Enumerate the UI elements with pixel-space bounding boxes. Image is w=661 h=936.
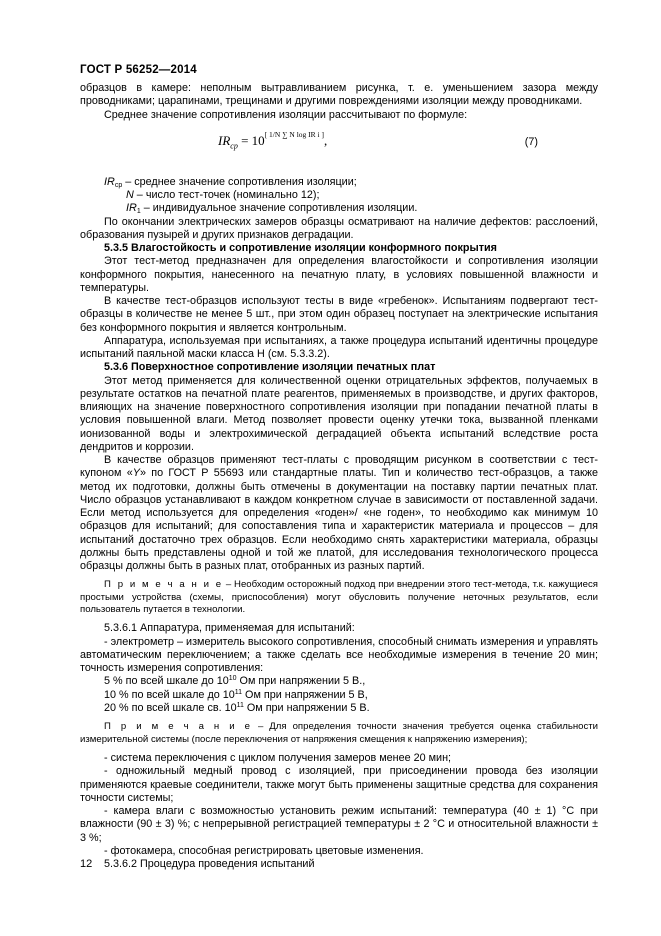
paragraph: образцов в камере: неполным вытравливанием рисунка, т. е. уменьшением зазора между проводниками; царапинами, трещинами и другими повреждениями изоляции между проводниками. <box>80 82 598 108</box>
accuracy-line: 5 % по всей шкале до $10^{10}$ Ом при напряжении 5 В., <box>104 675 366 688</box>
document-body <box>80 82 598 871</box>
legend-line: $IR_1$ – индивидуальное значение сопротивления изоляции. <box>126 202 418 216</box>
legend-line: $IR_{ср}$ – среднее значение сопротивления изоляции; <box>104 175 357 189</box>
list-item: - одножильный медный провод с изоляцией, при присоединении провода без изоляции применяются краевые соединители, также могут быть применены защитные средства для сохранения точности системы; <box>80 765 598 804</box>
note: П р и м е ч а н и е – Для определения точности значения требуется оценка стабильности измерительной системы (после переключения от напряжения смещения к напряжению измерения); <box>80 721 598 745</box>
paragraph: По окончании электрических замеров образцы осматривают на наличие дефектов: расслоений, образования пузырей и других признаков деградации. <box>80 215 598 241</box>
accuracy-line: 10 % по всей шкале до $10^{11}$ Ом при напряжении 5 В, <box>104 688 368 701</box>
paragraph: Среднее значение сопротивления изоляции рассчитывают по формуле: <box>104 108 468 121</box>
section-heading-5-3-5: 5.3.5 Влагостойкость и сопротивление изоляции конформного покрытия <box>104 242 497 254</box>
paragraph: В качестве тест-образцов используют тесты в виде «гребенок». Испытаниям подвергают тест-образцы в количестве не менее 5 шт., при этом один образец поступает на электрические испытания без конформного покрытия и является контрольным. <box>80 295 598 334</box>
formula-expression: $IR_{ср} = 10[ 1/N \sum N \log IR i ]$, <box>218 129 328 151</box>
legend-line: N – число тест-точек (номинально 12); <box>126 189 320 201</box>
list-item: - фотокамера, способная регистрировать цветовые изменения. <box>104 844 424 857</box>
formula-7 <box>80 128 598 168</box>
section-heading-5-3-6: 5.3.6 Поверхностное сопротивление изоляции печатных плат <box>104 361 436 374</box>
paragraph: Аппаратура, используемая при испытаниях, а также процедура испытаний идентичны процедуре испытаний паяльной маски класса Н (см. 5.3.3.2). <box>80 334 598 360</box>
formula-number: (7) <box>524 135 538 148</box>
paragraph: Этот тест-метод предназначен для определения влагостойкости и сопротивления изоляции конформного покрытия, нанесенного на печатную плату, в условиях повышенной влажности и температуры. <box>80 255 598 294</box>
note: П р и м е ч а н и е – Необходим осторожный подход при внедрении этого тест-метода, т.к. кажущиеся простыми устройства (схемы, приспособления) могут обусловить получение неточных результатов, если пользователь путается в технологии. <box>80 579 598 616</box>
list-item: - камера влаги с возможностью установить режим испытаний: температура (40 ± 1) °С при влажности (90 ± 3) %; с непрерывной регистрацией температуры ± 2 °С и относительной влажности ± 3 %; <box>80 805 598 844</box>
paragraph: Этот метод применяется для количественной оценки отрицательных эффектов, получаемых в результате остатков на печатной плате реагентов, применяемых в производстве, и других факторов, влияющих на значение поверхностного сопротивления изоляции при попадании печатной платы в условия повышенной влаги. Метод позволяет провести оценку утечки тока, вызванной пленками ионизованной воды и электрохимической деградацией объекта испытаний вследствие роста дендритов и коррозии. <box>80 374 598 453</box>
accuracy-line: 20 % по всей шкале св. $10^{11}$ Ом при напряжении 5 В. <box>104 701 370 714</box>
paragraph: 5.3.6.1 Аппаратура, применяемая для испытаний: <box>104 622 355 635</box>
document-header: ГОСТ Р 56252—2014 <box>80 64 197 76</box>
paragraph: 5.3.6.2 Процедура проведения испытаний <box>104 858 315 871</box>
paragraph: В качестве образцов применяют тест-платы с проводящим рисунком в соответствии с тест-купоном «Y» по ГОСТ Р 55693 или стандартные платы. Тип и количество тест-образцов, а также метод их подготовки, должны быть отмечены в документации на поставку партии печатных плат. Число образцов устанавливают в каждом конкретном случае в зависимости от поставленной задачи. Если метод используется для определения «годен»/ «не годен», то необходимо как минимум 10 образцов для испытаний; для сопоставления типа и характеристик материала и процессов – для испытаний достаточно трех образцов. Если необходимо снять характеристики материала, образцы должны быть представлены одной и той же платой, для исследования технологического процесса образцы должны быть в разных плат, отобранных из разных партий. <box>80 454 598 572</box>
page-number: 12 <box>80 858 93 870</box>
paragraph: - электрометр – измеритель высокого сопротивления, способный снимать измерения и управлять автоматическим переключением; а также сделать все необходимые измерения в течение 20 мин; точность измерения сопротивления: <box>80 635 598 675</box>
list-item: - система переключения с циклом получения замеров менее 20 мин; <box>104 752 452 765</box>
